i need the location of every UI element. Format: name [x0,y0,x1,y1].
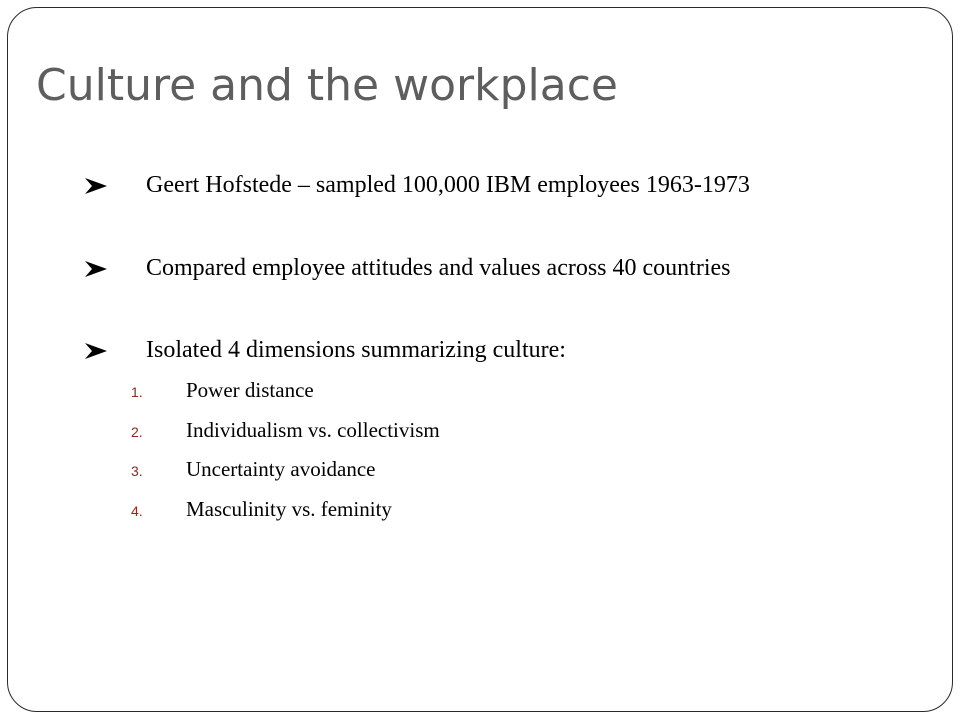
dimension-item [131,454,731,484]
dimension-text: Uncertainty avoidance [186,457,376,481]
bullet-item [85,251,845,285]
dimension-number: 4. [131,503,143,519]
bullet-item [85,333,845,367]
arrowhead-bullet-icon [85,178,107,194]
dimension-item [131,415,731,445]
dimension-text: Masculinity vs. feminity [186,497,392,521]
arrowhead-bullet-icon [85,261,107,277]
bullet-text: Geert Hofstede – sampled 100,000 IBM employees 1963-1973 [146,172,750,198]
dimension-item [131,494,731,524]
dimension-text: Individualism vs. collectivism [186,418,440,442]
dimension-text: Power distance [186,378,314,402]
dimension-number: 3. [131,463,143,479]
bullet-text: Compared employee attitudes and values across 40 countries [146,255,731,281]
dimension-item [131,375,731,405]
bullet-item [85,168,845,202]
slide-title: Culture and the workplace [36,60,618,111]
bullet-text: Isolated 4 dimensions summarizing culture: [146,337,566,363]
arrowhead-bullet-icon [85,343,107,359]
dimension-number: 2. [131,424,143,440]
dimension-number: 1. [131,384,143,400]
